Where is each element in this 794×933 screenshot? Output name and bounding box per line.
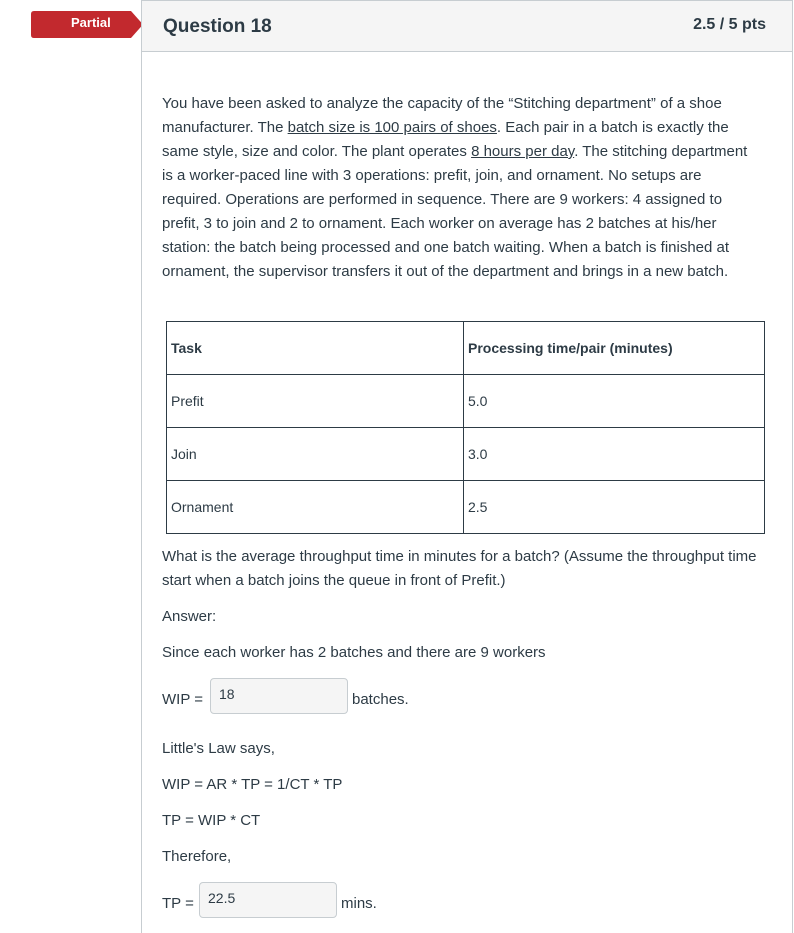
- table-cell: 5.0: [464, 375, 765, 428]
- table-row: [167, 481, 765, 534]
- answer-label: Answer:: [162, 608, 217, 625]
- question-text-part-3: . The stitching department is a worker-paced line with 3 operations: prefit, join, and ornament. No setups are required. Operations are performed in sequence. There are 9 workers: 4 assigned to prefit, 3 to join and 2 to ornament. Each worker on average has 2 batches at his/her station: the batch being processed and one batch waiting. When a batch is finished at ornament, the supervisor transfers it out of the department and brings in a new batch.: [162, 143, 748, 280]
- table-header-cell: Task: [167, 322, 464, 375]
- wip-answer-field[interactable]: 18: [210, 678, 348, 714]
- wip-unit: batches.: [352, 691, 409, 708]
- table-header-row: [167, 322, 765, 375]
- tp-label: TP =: [162, 895, 194, 912]
- partial-status-flag: [31, 11, 143, 38]
- table-header-cell: Processing time/pair (minutes): [464, 322, 765, 375]
- equation-2: TP = WIP * CT: [162, 812, 261, 829]
- table-cell: Join: [167, 428, 464, 481]
- question-title: Question 18: [163, 16, 272, 37]
- question-text-part-1: You have been asked to analyze the capacity of the “Stitching department” of a shoe manufacturer. The: [162, 95, 722, 136]
- tp-unit: mins.: [341, 895, 377, 912]
- table-row: [167, 375, 765, 428]
- table-cell: Ornament: [167, 481, 464, 534]
- tp-answer-field[interactable]: 22.5: [199, 882, 337, 918]
- table-cell: 2.5: [464, 481, 765, 534]
- wip-label: WIP =: [162, 691, 203, 708]
- batch-size-text: batch size is 100 pairs of shoes: [287, 119, 497, 136]
- processing-time-table: [166, 321, 765, 534]
- equation-1: WIP = AR * TP = 1/CT * TP: [162, 776, 343, 793]
- hours-per-day-text: 8 hours per day: [471, 143, 575, 160]
- therefore-text: Therefore,: [162, 848, 232, 865]
- question-prompt: What is the average throughput time in minutes for a batch? (Assume the throughput time start when a batch joins the queue in front of Prefit.): [162, 548, 757, 589]
- partial-status-label: Partial: [71, 15, 111, 30]
- question-text: [162, 92, 762, 284]
- table-row: [167, 428, 765, 481]
- table-cell: Prefit: [167, 375, 464, 428]
- question-text-part-2: . Each pair in a batch is exactly the same style, size and color. The plant operates: [162, 119, 729, 160]
- table-cell: 3.0: [464, 428, 765, 481]
- littles-law-text: Little's Law says,: [162, 740, 275, 757]
- question-points: 2.5 / 5 pts: [693, 16, 766, 33]
- answer-intro: Since each worker has 2 batches and there are 9 workers: [162, 644, 546, 661]
- question-header: [142, 0, 792, 52]
